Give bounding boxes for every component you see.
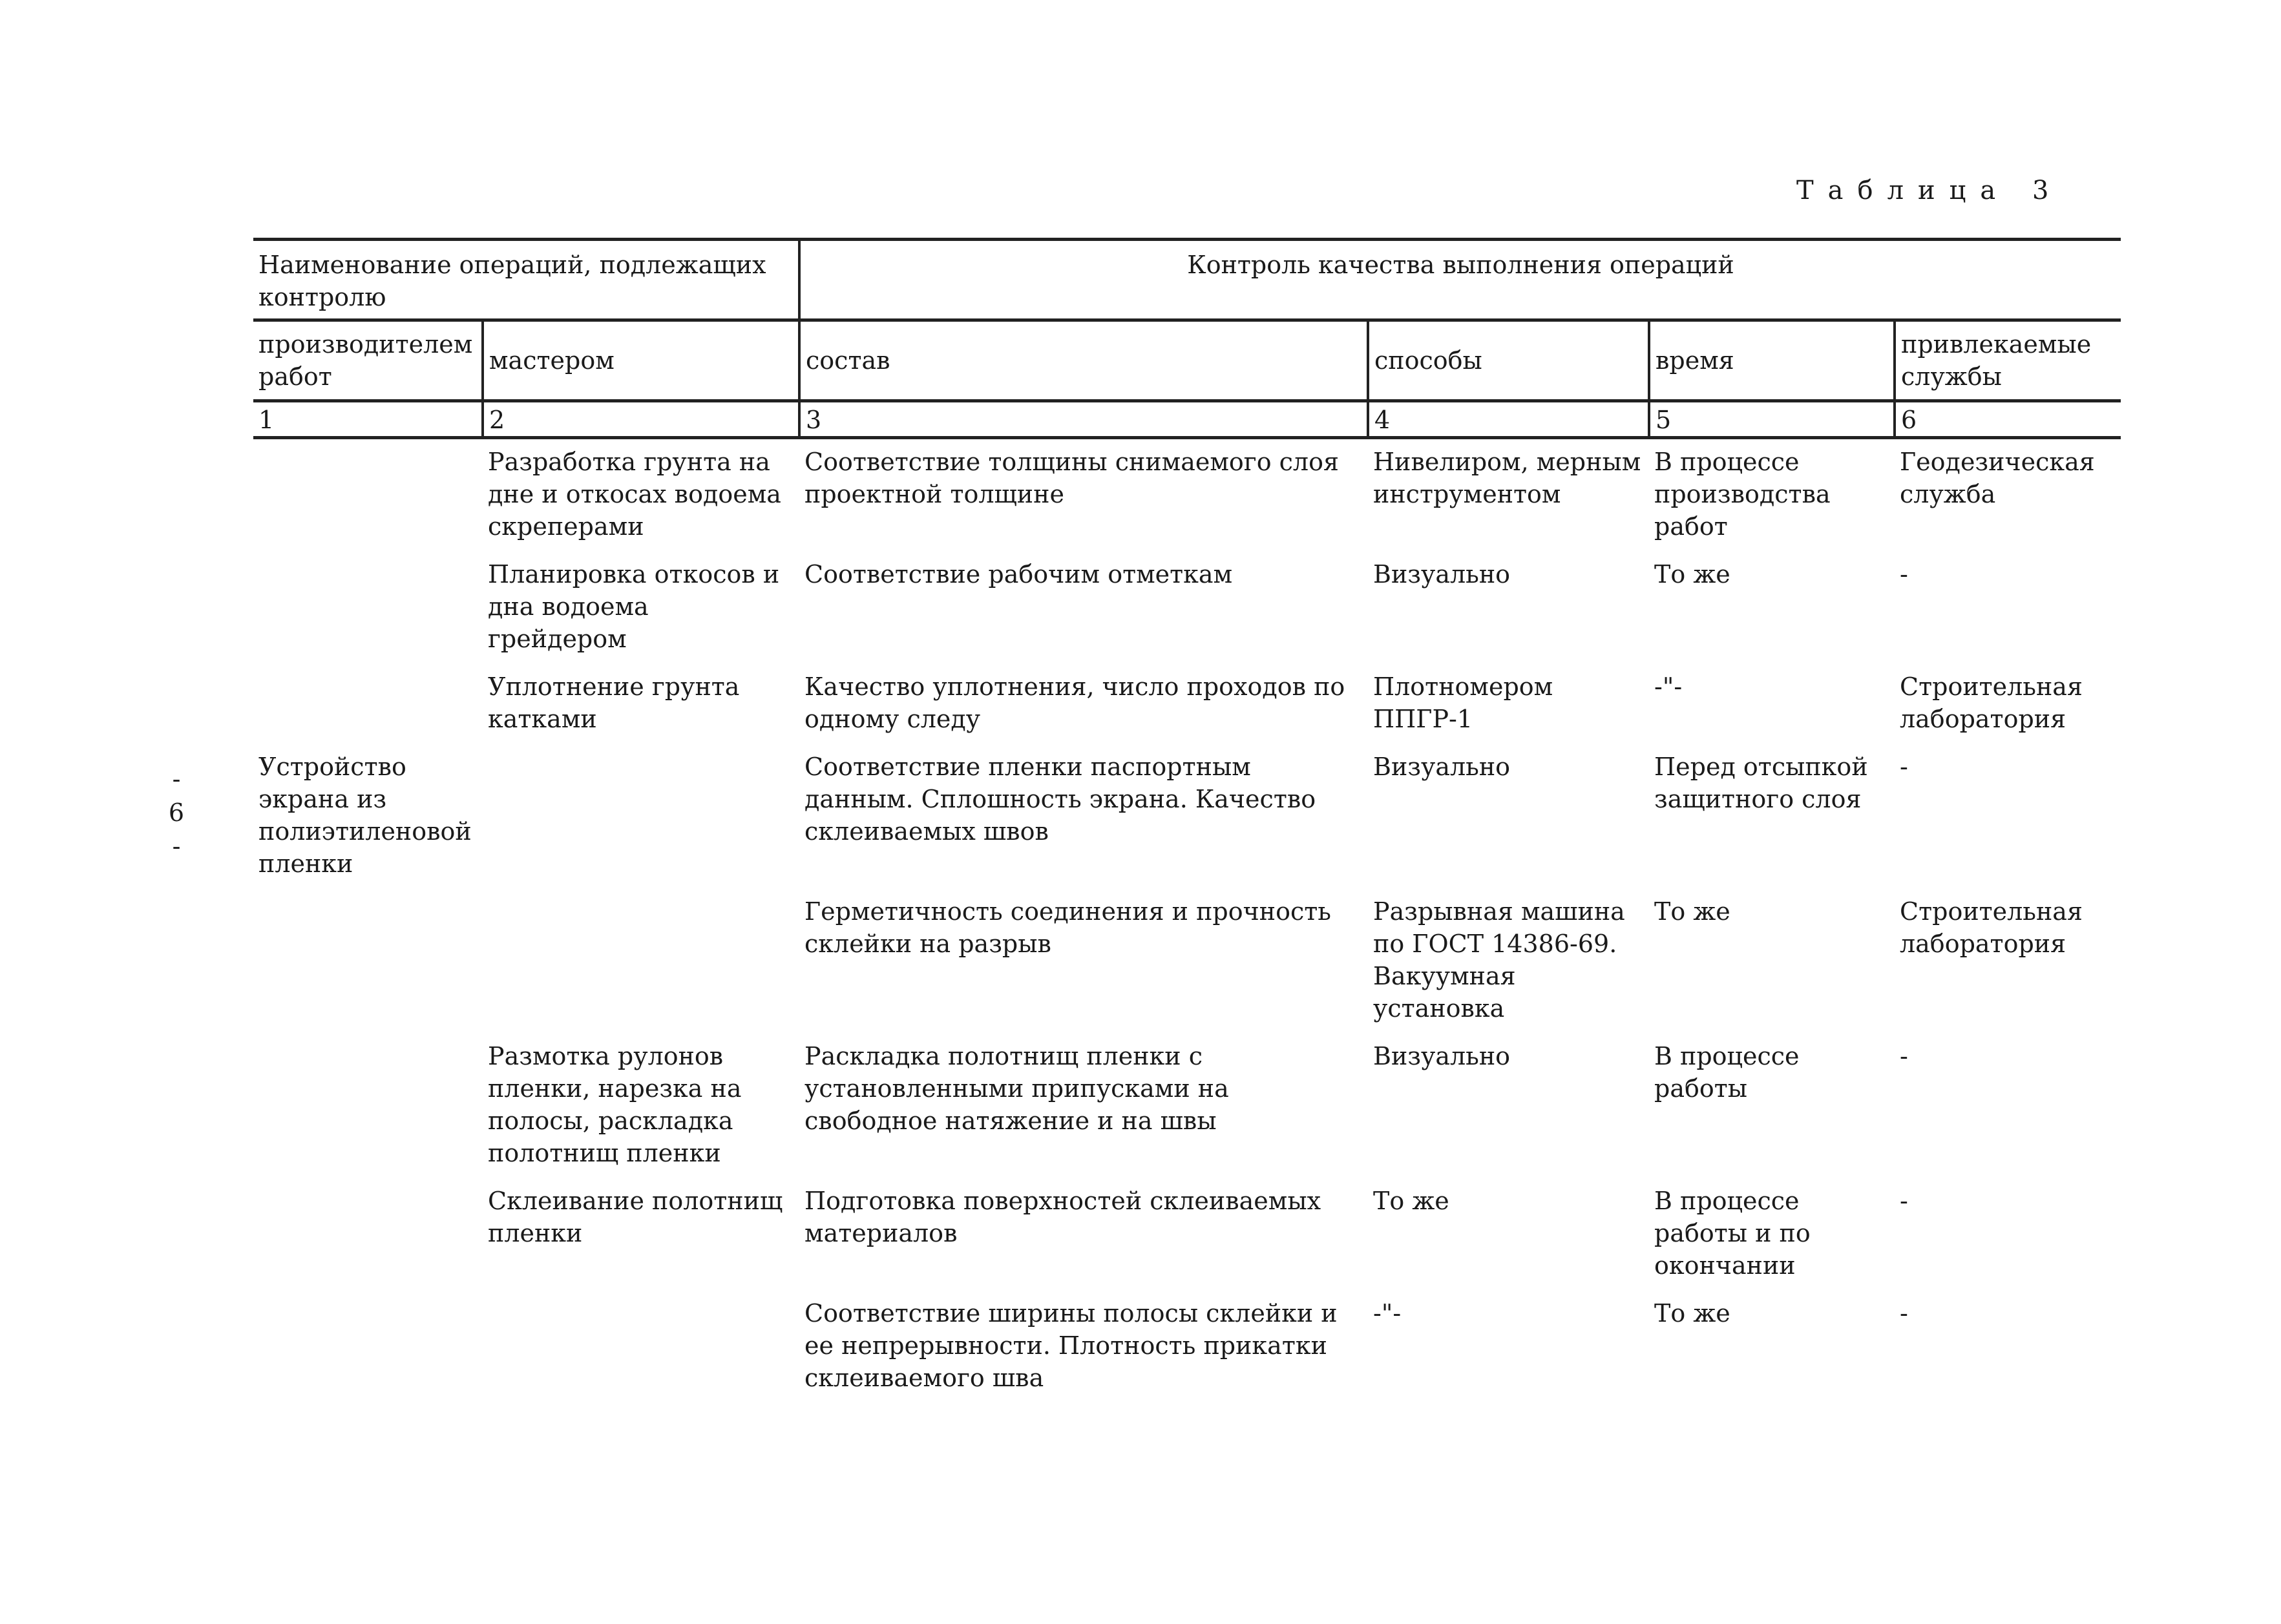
composition-cell: Соответствие ширины полосы склейки и ее непрерывности. Плотность прикатки склеиваемого шва: [804, 1299, 1338, 1392]
table-row: [253, 1181, 2121, 1293]
composition-cell: Соответствие рабочим отметкам: [804, 560, 1233, 588]
table-row: [253, 554, 2121, 667]
header-time: время: [1649, 320, 1895, 401]
composition-cell: Подготовка поверхностей склеиваемых материалов: [804, 1187, 1321, 1247]
services-cell: -: [1900, 1187, 1908, 1215]
page-number-value: 6: [168, 798, 185, 827]
header-executor: производителем работ: [253, 320, 483, 401]
time-cell: То же: [1654, 897, 1730, 926]
executor-cell-empty: [253, 1181, 483, 1293]
header-row-columns: [253, 320, 2121, 401]
time-cell: В процессе работы и по окончании: [1654, 1187, 1811, 1280]
methods-cell: То же: [1373, 1187, 1449, 1215]
composition-cell: Герметичность соединения и прочность склейки на разрыв: [804, 897, 1331, 958]
table-row: [253, 1293, 2121, 1406]
executor-cell-empty: [253, 554, 483, 667]
methods-cell: Нивелиром, мерным инструментом: [1373, 448, 1641, 508]
methods-cell: Плотномером ППГР-1: [1373, 672, 1553, 733]
services-cell: Строительная лаборатория: [1900, 672, 2083, 733]
executor-cell-empty: [253, 667, 483, 747]
services-cell: -: [1900, 753, 1908, 781]
table-row: [253, 1036, 2121, 1181]
time-cell: То же: [1654, 560, 1730, 588]
master-cell: [483, 1293, 799, 1406]
header-composition: состав: [799, 320, 1368, 401]
table-row: [253, 891, 2121, 1036]
composition-cell: Раскладка полотнищ пленки с установленными припусками на свободное натяжение и на швы: [804, 1042, 1229, 1135]
executor-cell-empty: [253, 438, 483, 555]
table-title: Таблица 3: [1796, 176, 2063, 205]
services-cell: -: [1900, 1299, 1908, 1327]
column-numbers-row: [253, 401, 2121, 438]
page-number-dash-top: -: [172, 765, 181, 793]
services-cell: -: [1900, 560, 1908, 588]
master-cell: Уплотнение грунта катками: [488, 672, 740, 733]
time-cell: В процессе производства работ: [1654, 448, 1831, 541]
executor-cell-empty: [253, 891, 483, 1036]
executor-cell-empty: [253, 1036, 483, 1181]
executor-cell-empty: [253, 1293, 483, 1406]
methods-cell: Разрывная машина по ГОСТ 14386-69. Вакуумная установка: [1373, 897, 1625, 1023]
header-operations-group: Наименование операций, подлежащих контролю: [253, 240, 799, 320]
composition-cell: Соответствие пленки паспортным данным. Сплошность экрана. Качество склеиваемых швов: [804, 753, 1316, 846]
column-number: 6: [1895, 401, 2121, 438]
header-row-groups: [253, 240, 2121, 320]
time-cell: То же: [1654, 1299, 1730, 1327]
column-number: 4: [1368, 401, 1649, 438]
master-cell: Планировка откосов и дна водоема грейдером: [488, 560, 780, 653]
time-cell: В процессе работы: [1654, 1042, 1800, 1103]
page-number: [167, 762, 186, 863]
composition-cell: Соответствие толщины снимаемого слоя проектной толщине: [804, 448, 1339, 508]
header-master: мастером: [483, 320, 799, 401]
column-number: 3: [799, 401, 1368, 438]
quality-control-table: [253, 238, 2121, 1406]
page-number-dash-bottom: -: [172, 832, 181, 860]
time-cell: -"-: [1654, 672, 1683, 701]
methods-cell: Визуально: [1373, 560, 1511, 588]
methods-cell: Визуально: [1373, 1042, 1511, 1070]
column-number: 2: [483, 401, 799, 438]
table-row: [253, 667, 2121, 747]
master-cell: [483, 891, 799, 1036]
table-row: [253, 747, 2121, 891]
composition-cell: Качество уплотнения, число проходов по одному следу: [804, 672, 1345, 733]
master-cell: Разработка грунта на дне и откосах водоема скреперами: [488, 448, 781, 541]
master-cell: Размотка рулонов пленки, нарезка на полосы, раскладка полотнищ пленки: [488, 1042, 742, 1167]
time-cell: Перед отсыпкой защитного слоя: [1654, 753, 1868, 813]
header-quality-group: Контроль качества выполнения операций: [799, 240, 2121, 320]
column-number: 5: [1649, 401, 1895, 438]
services-cell: Строительная лаборатория: [1900, 897, 2083, 958]
services-cell: Геодезическая служба: [1900, 448, 2095, 508]
master-cell: Склеивание полотнищ пленки: [488, 1187, 783, 1247]
header-services: привлекаемые службы: [1895, 320, 2121, 401]
methods-cell: Визуально: [1373, 753, 1511, 781]
services-cell: -: [1900, 1042, 1908, 1070]
table-row: [253, 438, 2121, 555]
executor-operation-cell: Устройство экрана из полиэтиленовой пленки: [258, 753, 472, 878]
methods-cell: -"-: [1373, 1299, 1402, 1327]
header-methods: способы: [1368, 320, 1649, 401]
column-number: 1: [253, 401, 483, 438]
master-cell: [483, 747, 799, 891]
